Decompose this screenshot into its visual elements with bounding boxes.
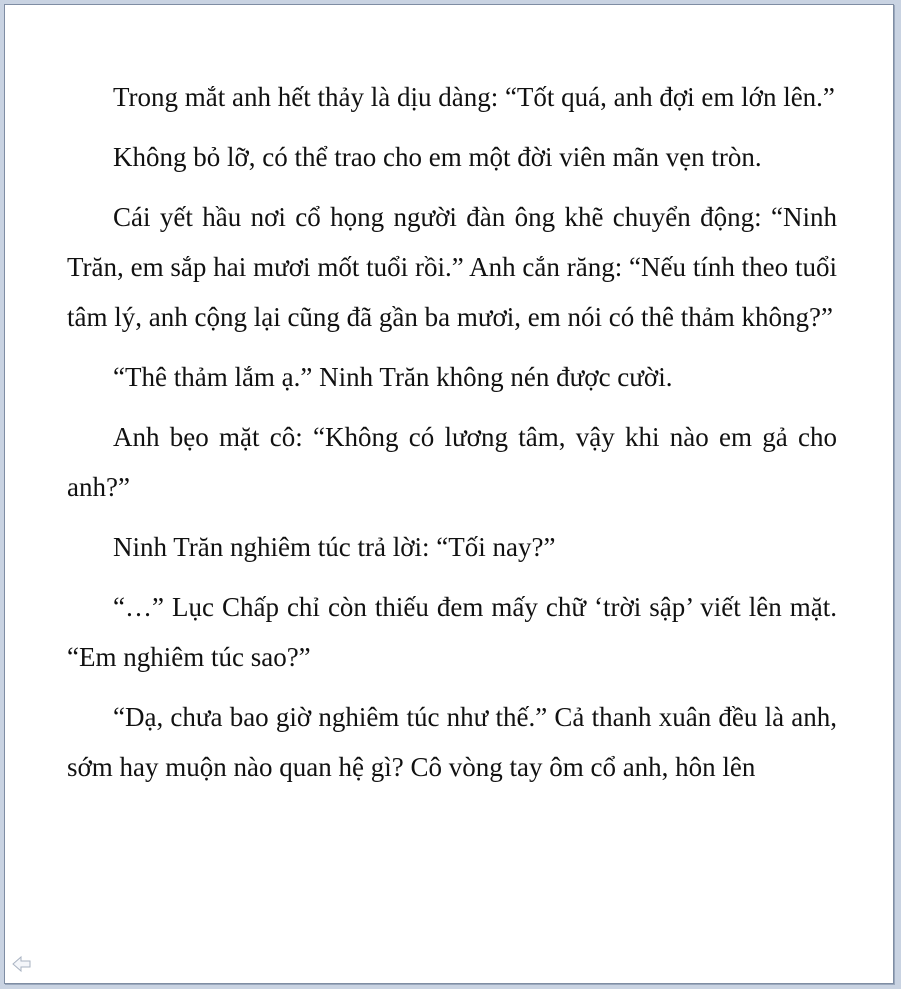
- document-page: [4, 4, 894, 984]
- paragraph-4: “Thê thảm lắm ạ.” Ninh Trăn không nén được cười.: [113, 362, 673, 392]
- paragraph-6: Ninh Trăn nghiêm túc trả lời: “Tối nay?”: [113, 532, 556, 562]
- document-text: [67, 72, 837, 792]
- paragraph-8: “Dạ, chưa bao giờ nghiêm túc như thế.” Cả thanh xuân đều là anh, sớm hay muộn nào quan hệ gì? Cô vòng tay ôm cổ anh, hôn lên: [67, 702, 837, 782]
- paragraph-5: Anh bẹo mặt cô: “Không có lương tâm, vậy khi nào em gả cho anh?”: [67, 422, 837, 502]
- paragraph-1: Trong mắt anh hết thảy là dịu dàng: “Tốt quá, anh đợi em lớn lên.”: [113, 82, 835, 112]
- paragraph-3: Cái yết hầu nơi cổ họng người đàn ông khẽ chuyển động: “Ninh Trăn, em sắp hai mươi mốt tuổi rồi.” Anh cắn răng: “Nếu tính theo tuổi tâm lý, anh cộng lại cũng đã gần ba mươi, em nói có thê thảm không?”: [67, 202, 837, 332]
- paragraph-7: “…” Lục Chấp chỉ còn thiếu đem mấy chữ ‘trời sập’ viết lên mặt. “Em nghiêm túc sao?”: [67, 592, 837, 672]
- paragraph-2: Không bỏ lỡ, có thể trao cho em một đời viên mãn vẹn tròn.: [113, 142, 762, 172]
- back-arrow-icon[interactable]: [12, 955, 32, 973]
